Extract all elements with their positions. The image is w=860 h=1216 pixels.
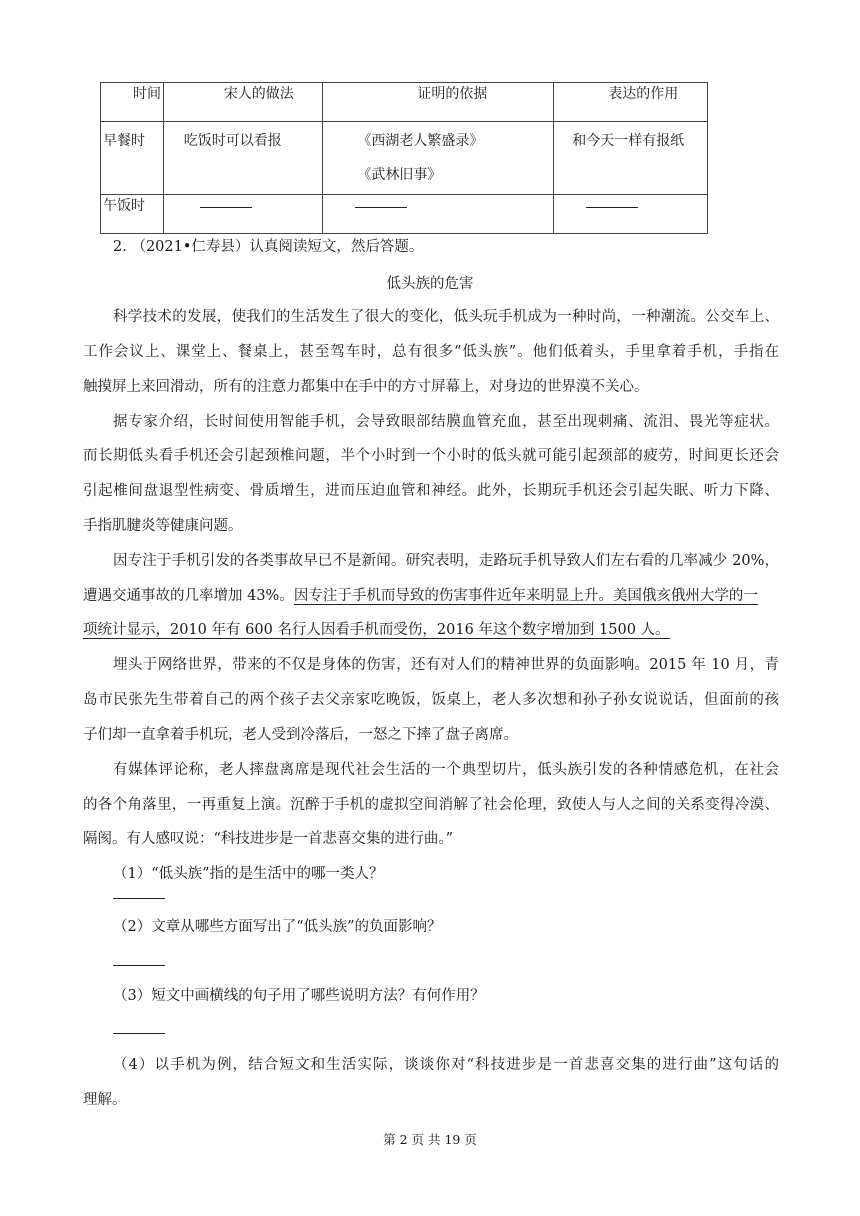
- page-footer: 第 2 页 共 19 页: [383, 1132, 477, 1147]
- table-row: [101, 122, 708, 195]
- table-cell: 吃饭时可以看报: [163, 122, 323, 195]
- table-cell: 早餐时: [101, 122, 164, 195]
- table-header-cell: 表达的作用: [554, 83, 708, 122]
- passage-line: 引起椎间盘退型性病变、骨质增生，进而压迫血管和神经。此外，长期玩手机还会引起失眠、听力下降、: [83, 483, 779, 499]
- table-cell: 午饭时: [101, 195, 164, 234]
- table-cell: [554, 195, 708, 234]
- answer-table: [100, 82, 708, 234]
- answer-blank[interactable]: [586, 195, 638, 208]
- passage-line: 触摸屏上来回滑动，所有的注意力都集中在手中的方寸屏幕上，对身边的世界漠不关心。: [83, 379, 649, 395]
- question-header: 2. （2021•仁寿县）认真阅读短文，然后答题。: [113, 239, 424, 255]
- subquestion-2: （2）文章从哪些方面写出了“低头族”的负面影响？: [113, 919, 442, 935]
- subquestion-4-cont: 理解。: [83, 1092, 127, 1108]
- answer-blank[interactable]: [200, 195, 252, 208]
- passage-line: 子们却一直拿着手机玩，老人受到冷落后，一怒之下摔了盘子离席。: [83, 727, 518, 743]
- answer-line[interactable]: [113, 898, 165, 899]
- passage-line: [83, 586, 758, 606]
- passage-line: 的各个角落里，一再重复上演。沉醉于手机的虚拟空间消解了社会伦理，致使人与人之间的关系变得冷漠、: [83, 797, 779, 813]
- table-cell: 和今天一样有报纸: [554, 122, 708, 195]
- subquestion-1: （1）“低头族”指的是生活中的哪一类人？: [113, 866, 384, 882]
- passage-line: 科学技术的发展，使我们的生活发生了很大的变化，低头玩手机成为一种时尚，一种潮流。公交车上、: [113, 309, 779, 325]
- answer-line[interactable]: [113, 1033, 165, 1034]
- table-header-cell: 时间: [101, 83, 164, 122]
- answer-line[interactable]: [113, 965, 165, 966]
- table-cell: 《西湖老人繁盛录》 《武林旧事》: [323, 122, 554, 195]
- passage-title: 低头族的危害: [386, 276, 474, 292]
- passage-text: 遭遇交通事故的几率增加 43%。: [83, 588, 294, 604]
- subquestion-4: （4）以手机为例，结合短文和生活实际，谈谈你对“科技进步是一首悲喜交集的进行曲”这句话的: [113, 1057, 779, 1073]
- table-header-cell: 宋人的做法: [163, 83, 323, 122]
- table-row: [101, 195, 708, 234]
- underlined-sentence: 因专注于手机而导致的伤害事件近年来明显上升。美国俄亥俄州大学的一: [293, 588, 758, 604]
- answer-blank[interactable]: [355, 195, 407, 208]
- passage-line: 工作会议上、课堂上、餐桌上，甚至驾车时，总有很多“低头族”。他们低着头，手里拿着手机，手指在: [83, 344, 779, 360]
- table-header-cell: 证明的依据: [323, 83, 554, 122]
- subquestion-3: （3）短文中画横线的句子用了哪些说明方法？有何作用？: [113, 988, 485, 1004]
- passage-line: 因专注于手机引发的各类事故早已不是新闻。研究表明，走路玩手机导致人们左右看的几率减少 20%，: [113, 553, 779, 569]
- passage-line: 埋头于网络世界，带来的不仅是身体的伤害，还有对人们的精神世界的负面影响。2015 年 10 月，青: [113, 657, 779, 673]
- table-header-row: [101, 83, 708, 122]
- underlined-sentence: 项统计显示，2010 年有 600 名行人因看手机而受伤，2016 年这个数字增加到 1500 人。: [83, 622, 670, 638]
- passage-line: 有媒体评论称，老人摔盘离席是现代社会生活的一个典型切片，低头族引发的各种情感危机，在社会: [113, 762, 779, 778]
- table-cell: [323, 195, 554, 234]
- table-cell: [163, 195, 323, 234]
- passage-line: 手指肌腱炎等健康问题。: [83, 518, 243, 534]
- passage-line: 隔阂。有人感叹说：“科技进步是一首悲喜交集的进行曲。”: [83, 831, 454, 847]
- passage-line: 岛市民张先生带着自己的两个孩子去父亲家吃晚饭，饭桌上，老人多次想和孙子孙女说说话，但面前的孩: [83, 692, 779, 708]
- passage-line: [83, 620, 670, 640]
- passage-line: 而长期低头看手机还会引起颈椎问题，半个小时到一个小时的低头就可能引起颈部的疲劳，时间更长还会: [83, 448, 779, 464]
- passage-line: 据专家介绍，长时间使用智能手机，会导致眼部结膜血管充血，甚至出现刺痛、流泪、畏光等症状。: [113, 414, 779, 430]
